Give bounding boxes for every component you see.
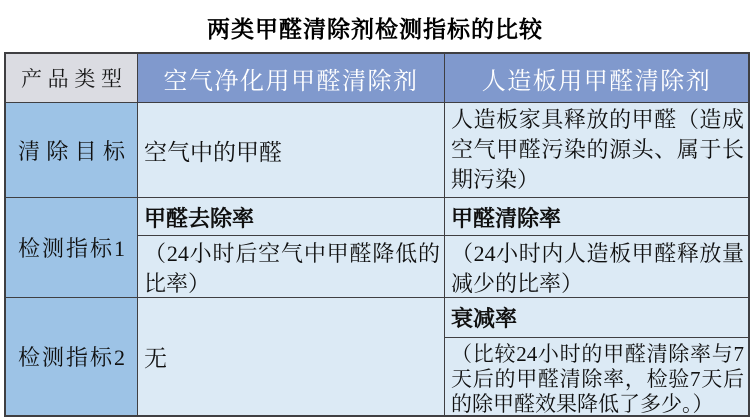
air-indicator-1-title-text: 甲醛去除率: [144, 206, 255, 231]
removal-target-label: 清除目标: [18, 138, 125, 164]
cell-air-removal-target: [138, 103, 445, 198]
air-indicator-1-desc-text: （24小时后空气中甲醛降低的比率）: [144, 241, 440, 296]
board-indicator-1-title-text: 甲醛清除率: [451, 206, 562, 231]
cell-board-indicator-1-desc: [445, 236, 748, 298]
board-removal-target-text: 人造板家具释放的甲醛（造成空气甲醛污染的源头、属于长期污染）: [451, 107, 744, 192]
header-board-remover-label: 人造板用甲醛清除剂: [481, 68, 712, 95]
row-label-removal-target: [6, 103, 138, 198]
cell-board-indicator-2-title: [445, 298, 748, 338]
row-label-indicator-1: [6, 198, 138, 298]
board-indicator-2-title-text: 衰减率: [451, 306, 518, 331]
cell-air-indicator-1-desc: [138, 236, 445, 298]
cell-board-indicator-1-title: [445, 198, 748, 236]
header-cell-board-remover: [445, 54, 748, 103]
header-cell-air-purifier: [138, 54, 445, 103]
comparison-table: [4, 52, 750, 417]
row-label-indicator-2: [6, 298, 138, 415]
cell-air-indicator-1-title: [138, 198, 445, 236]
indicator-1-label: 检测指标1: [18, 236, 125, 261]
indicator-2-label: 检测指标2: [18, 345, 125, 370]
cell-board-indicator-2-desc: [445, 338, 748, 415]
cell-board-removal-target: [445, 103, 748, 198]
header-product-type-label: 产品类型: [21, 67, 122, 91]
air-removal-target-text: 空气中的甲醛: [144, 139, 282, 165]
board-indicator-1-desc-text: （24小时内人造板甲醛释放量减少的比率）: [451, 241, 744, 296]
air-indicator-2-text: 无: [144, 346, 167, 371]
header-air-purifier-label: 空气净化用甲醛清除剂: [163, 68, 419, 95]
page-title: 两类甲醛清除剂检测指标的比较: [207, 17, 543, 42]
board-indicator-2-desc-text: （比较24小时的甲醛清除率与7天后的甲醛清除率，检验7天后的除甲醛效果降低了多少。）: [451, 342, 744, 415]
cell-air-indicator-2: [138, 298, 445, 415]
header-cell-product-type: [6, 54, 138, 103]
